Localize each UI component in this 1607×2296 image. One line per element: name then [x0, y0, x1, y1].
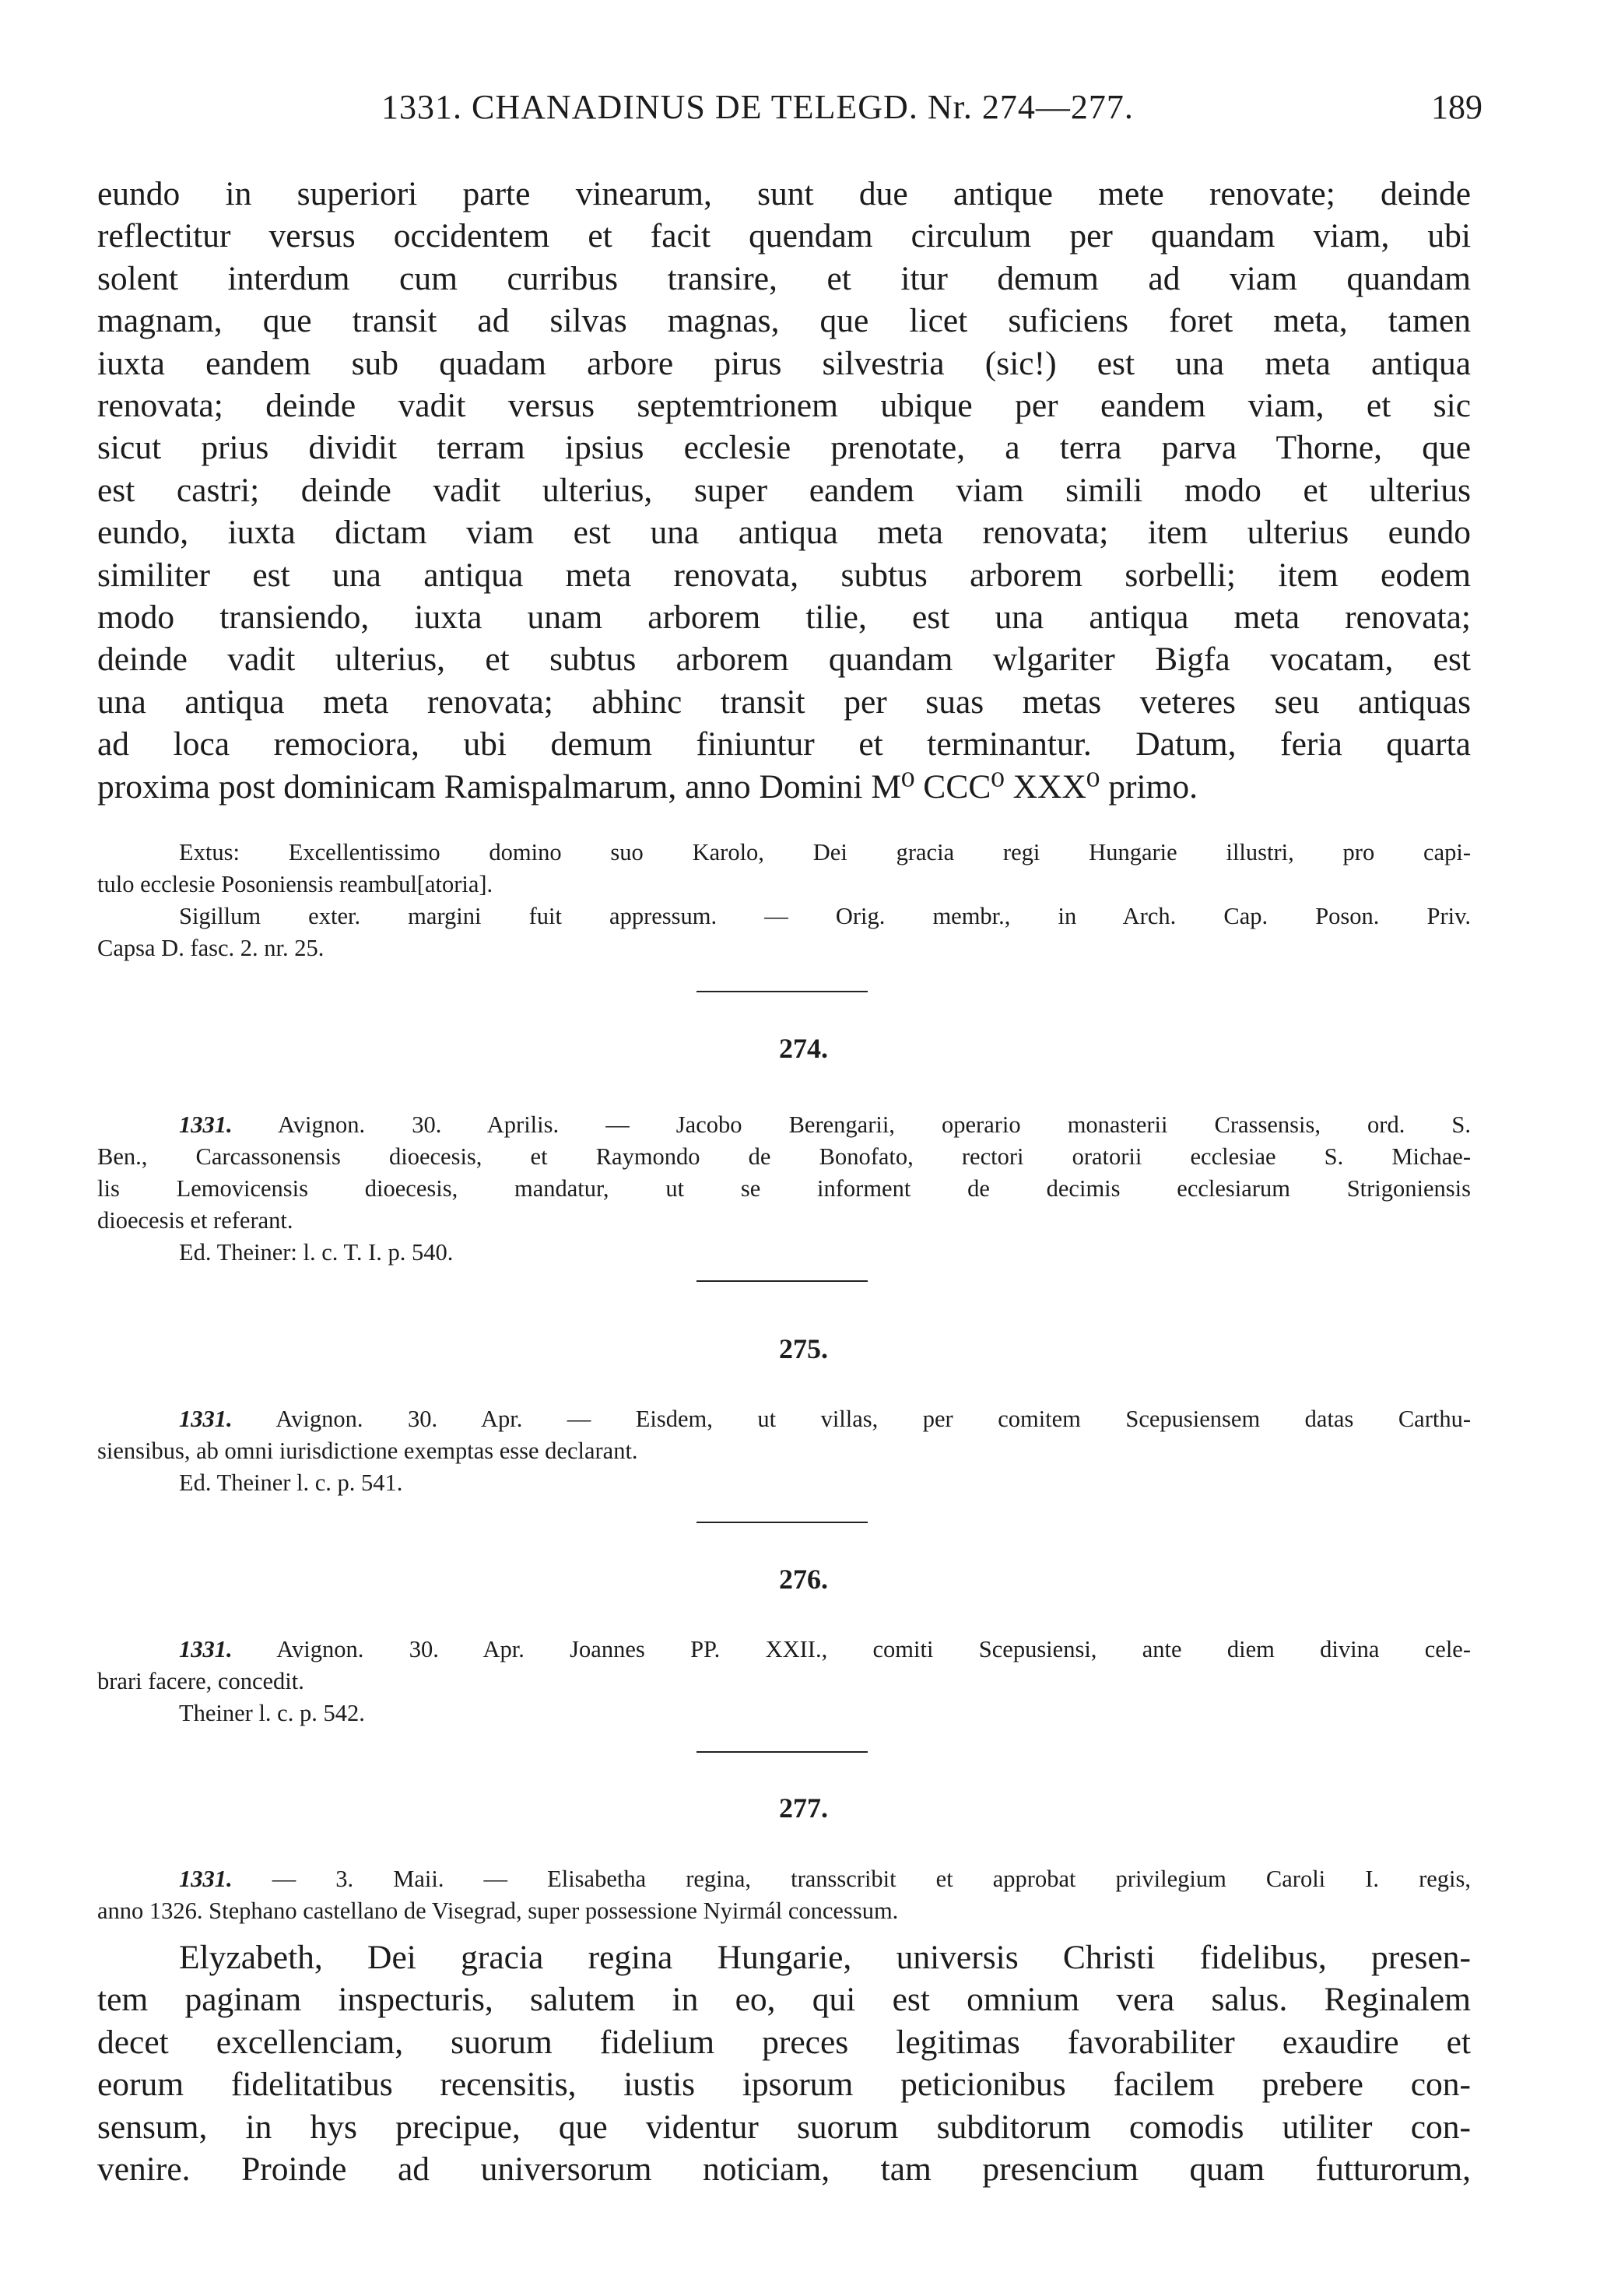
- text-line: eundo in superiori parte vinearum, sunt due antique mete renovate; deinde: [97, 175, 1471, 212]
- archival-notes: [97, 837, 1471, 964]
- regest-line: 1331. Avignon. 30. Aprilis. — Jacobo Berengarii, operario monasterii Crassensis, ord. S.: [179, 1111, 1471, 1138]
- document-number: 277.: [779, 1792, 828, 1824]
- text-line: modo transiendo, iuxta unam arborem tilie, est una antiqua meta renovata;: [97, 599, 1471, 637]
- separator-rule: [696, 991, 868, 992]
- source-reference: Ed. Theiner: l. c. T. I. p. 540.: [179, 1239, 454, 1266]
- text-line: proxima post dominicam Ramispalmarum, anno Domini M⁰ CCC⁰ XXX⁰ primo.: [97, 767, 1198, 806]
- regest-line: dioecesis et referant.: [97, 1207, 293, 1234]
- regest-entry: [97, 1634, 1471, 1729]
- text-line: solent interdum cum curribus transire, et itur demum ad viam quandam: [97, 259, 1471, 297]
- regest-line: anno 1326. Stephano castellano de Visegrad, super possessione Nyirmál concessum.: [97, 1898, 899, 1924]
- text-line: renovata; deinde vadit versus septemtrionem ubique per eandem viam, et sic: [97, 387, 1471, 425]
- regest-entry: [97, 1109, 1471, 1269]
- regest-line: Ben., Carcassonensis dioecesis, et Raymondo de Bonofato, rectori oratorii ecclesiae S. Michae-: [97, 1143, 1471, 1170]
- text-line: Elyzabeth, Dei gracia regina Hungarie, universis Christi fidelibus, presen-: [179, 1939, 1471, 1976]
- regest-line: lis Lemovicensis dioecesis, mandatur, ut se informent de decimis ecclesiarum Strigoniensis: [97, 1175, 1471, 1202]
- source-reference: Ed. Theiner l. c. p. 541.: [179, 1469, 403, 1496]
- charter-text: [97, 1936, 1471, 2190]
- regest-date: 1331.: [179, 1111, 233, 1138]
- text-line: iuxta eandem sub quadam arbore pirus silvestria (sic!) est una meta antiqua: [97, 344, 1471, 382]
- text-line: sicut prius dividit terram ipsius ecclesie prenotate, a terra parva Thorne, que: [97, 429, 1471, 467]
- document-number: 274.: [779, 1033, 828, 1064]
- regest-date: 1331.: [179, 1636, 233, 1662]
- text-line: eorum fidelitatibus recensitis, iustis ipsorum peticionibus facilem prebere con-: [97, 2066, 1471, 2104]
- document-number: 275.: [779, 1333, 828, 1364]
- text-line: eundo, iuxta dictam viam est una antiqua meta renovata; item ulterius eundo: [97, 514, 1471, 552]
- regest-date: 1331.: [179, 1866, 233, 1892]
- separator-rule: [696, 1751, 868, 1753]
- text-line: sensum, in hys precipue, que videntur suorum subditorum comodis utiliter con-: [97, 2108, 1471, 2146]
- regest-line: 1331. Avignon. 30. Apr. Joannes PP. XXII., comiti Scepusiensi, ante diem divina cele-: [179, 1636, 1471, 1662]
- source-reference: Theiner l. c. p. 542.: [179, 1700, 365, 1726]
- document-number: 276.: [779, 1564, 828, 1595]
- regest-entry: [97, 1863, 1471, 1927]
- text-line: magnam, que transit ad silvas magnas, que licet suficiens foret meta, tamen: [97, 302, 1471, 340]
- text-line: ad loca remociora, ubi demum finiuntur et terminantur. Datum, feria quarta: [97, 725, 1471, 764]
- page-number: 189: [1431, 88, 1482, 126]
- text-line: decet excellenciam, suorum fidelium preces legitimas favorabiliter exaudire et: [97, 2023, 1471, 2061]
- regest-line: siensibus, ab omni iurisdictione exemptas esse declarant.: [97, 1438, 638, 1464]
- regest-line: 1331. — 3. Maii. — Elisabetha regina, transscribit et approbat privilegium Caroli I. regis,: [179, 1866, 1471, 1892]
- text-line: similiter est una antiqua meta renovata, subtus arborem sorbelli; item eodem: [97, 556, 1471, 594]
- note-line: Sigillum exter. margini fuit appressum. — Orig. membr., in Arch. Cap. Poson. Priv.: [179, 903, 1471, 929]
- charter-text-continued: [97, 173, 1471, 808]
- running-title: 1331. CHANADINUS DE TELEGD. Nr. 274—277.: [381, 88, 1134, 126]
- regest-date: 1331.: [179, 1406, 233, 1432]
- note-line: Extus: Excellentissimo domino suo Karolo, Dei gracia regi Hungarie illustri, pro capi-: [179, 839, 1471, 865]
- text-line: reflectitur versus occidentem et facit quendam circulum per quandam viam, ubi: [97, 217, 1471, 255]
- text-line: una antiqua meta renovata; abhinc transit per suas metas veteres seu antiquas: [97, 683, 1471, 721]
- text-line: tem paginam inspecturis, salutem in eo, qui est omnium vera salus. Reginalem: [97, 1981, 1471, 2019]
- note-line: tulo ecclesie Posoniensis reambul[atoria].: [97, 871, 493, 897]
- regest-line: brari facere, concedit.: [97, 1668, 304, 1694]
- text-line: est castri; deinde vadit ulterius, super eandem viam simili modo et ulterius: [97, 471, 1471, 509]
- page-header: [97, 87, 1482, 134]
- separator-rule: [696, 1280, 868, 1282]
- regest-line: 1331. Avignon. 30. Apr. — Eisdem, ut villas, per comitem Scepusiensem datas Carthu-: [179, 1406, 1471, 1432]
- text-line: deinde vadit ulterius, et subtus arborem quandam wlgariter Bigfa vocatam, est: [97, 641, 1471, 679]
- text-line: venire. Proinde ad universorum noticiam, tam presencium quam futturorum,: [97, 2150, 1471, 2189]
- separator-rule: [696, 1522, 868, 1523]
- note-line: Capsa D. fasc. 2. nr. 25.: [97, 935, 325, 961]
- regest-entry: [97, 1403, 1471, 1499]
